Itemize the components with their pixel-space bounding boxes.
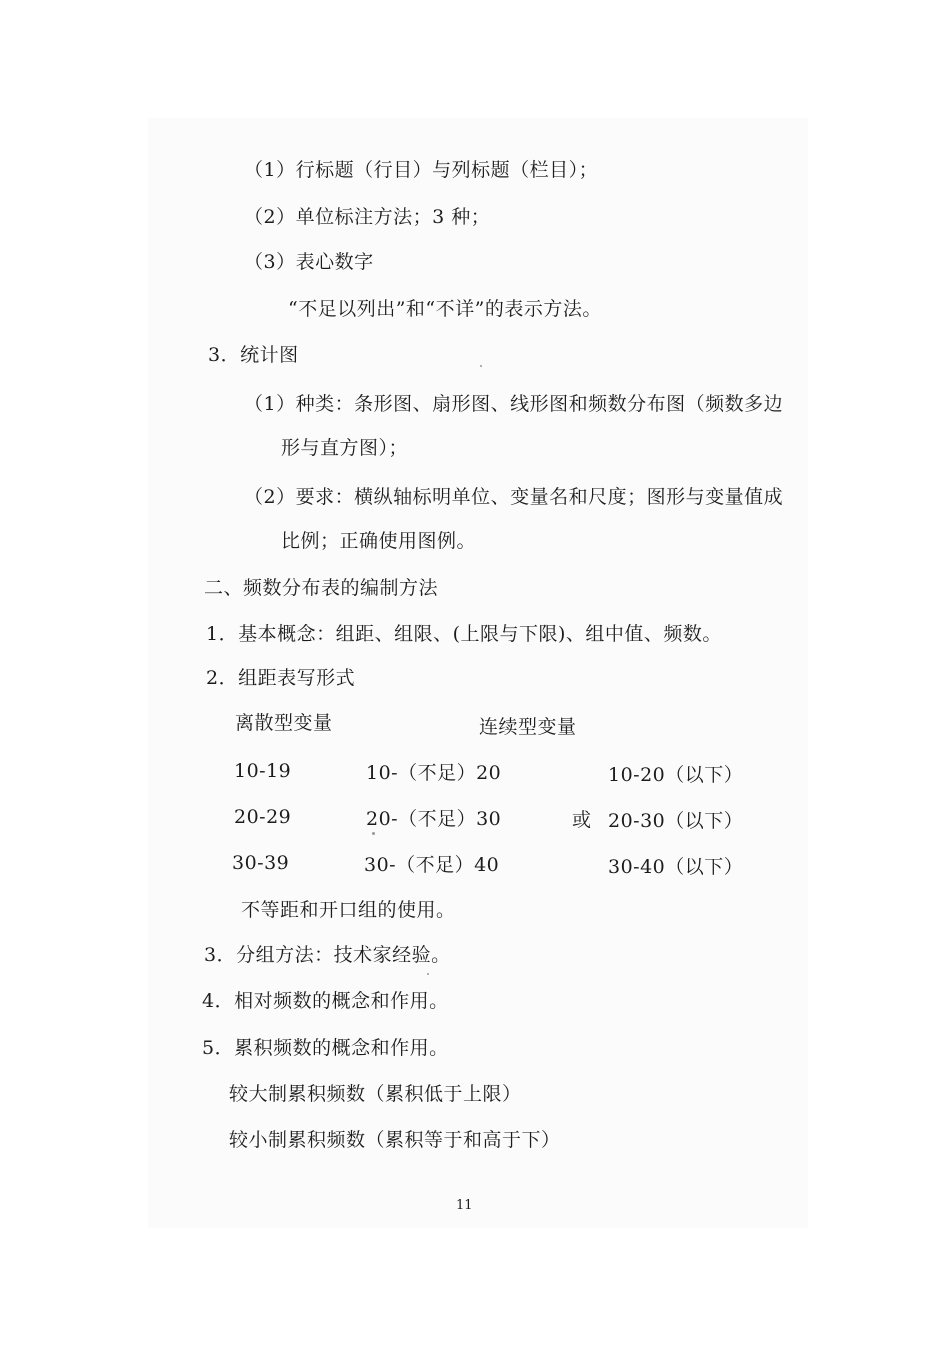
charts-item-requirements-line2: 比例；正确使用图例。 — [281, 530, 477, 552]
cumulative-larger-system: 较大制累积频数（累积低于上限） — [229, 1083, 522, 1105]
table-item-unit-notation: （2）单位标注方法；3 种； — [244, 206, 491, 228]
continuous-a-row-1: 10-（不足）20 — [366, 762, 502, 784]
continuous-variable-header: 连续型变量 — [479, 716, 577, 738]
point-cumulative-frequency: 5．累积频数的概念和作用。 — [202, 1037, 449, 1059]
scan-speck — [427, 973, 429, 975]
page-number: 11 — [456, 1198, 473, 1213]
table-item-note: “不足以列出”和“不详”的表示方法。 — [288, 298, 602, 320]
discrete-row-2: 20-29 — [234, 806, 292, 828]
table-item-row-column-titles: （1）行标题（行目）与列标题（栏目）； — [244, 159, 599, 181]
or-word: 或 — [572, 809, 592, 831]
discrete-row-3: 30-39 — [232, 852, 290, 874]
point-class-interval-forms: 2．组距表写形式 — [206, 667, 356, 689]
continuous-b-row-1: 10-20（以下） — [608, 764, 744, 786]
table-item-cell-numbers: （3）表心数字 — [244, 251, 374, 273]
continuous-b-row-2: 20-30（以下） — [608, 810, 744, 832]
charts-item-types-line1: （1）种类：条形图、扇形图、线形图和频数分布图（频数多边 — [244, 393, 784, 415]
continuous-a-row-2: 20-（不足）30 — [366, 808, 502, 830]
unequal-interval-note: 不等距和开口组的使用。 — [241, 899, 456, 921]
section-two-heading: 二、频数分布表的编制方法 — [204, 577, 439, 599]
discrete-variable-header: 离散型变量 — [235, 712, 333, 734]
scan-speck — [372, 832, 375, 835]
point-relative-frequency: 4．相对频数的概念和作用。 — [202, 990, 449, 1012]
charts-item-types-line2: 形与直方图）； — [281, 437, 409, 459]
discrete-row-1: 10-19 — [234, 760, 292, 782]
scan-speck — [480, 365, 482, 367]
cumulative-smaller-system: 较小制累积频数（累积等于和高于下） — [229, 1129, 561, 1151]
charts-heading: 3．统计图 — [208, 344, 299, 366]
point-grouping-method: 3．分组方法：技术家经验。 — [204, 944, 451, 966]
continuous-b-row-3: 30-40（以下） — [608, 856, 744, 878]
continuous-a-row-3: 30-（不足）40 — [364, 854, 500, 876]
point-basic-concepts: 1．基本概念：组距、组限、(上限与下限)、组中值、频数。 — [206, 623, 722, 645]
charts-item-requirements-line1: （2）要求：横纵轴标明单位、变量名和尺度；图形与变量值成 — [244, 486, 784, 508]
